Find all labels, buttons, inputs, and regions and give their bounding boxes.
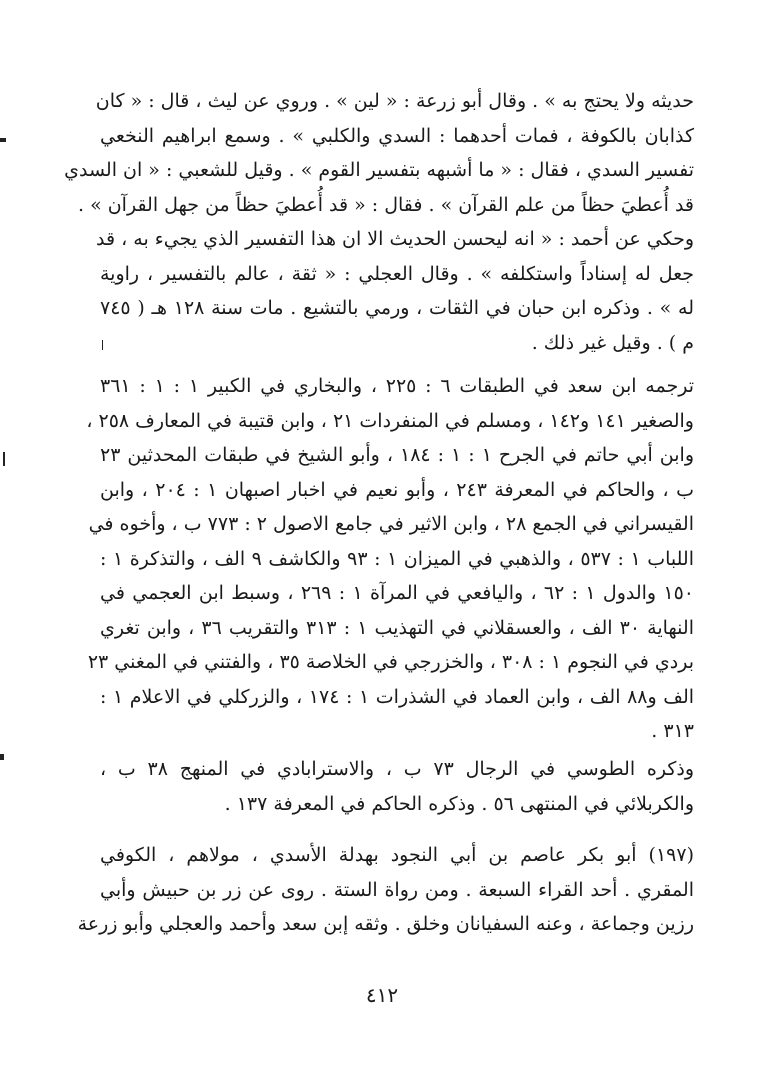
text-line: حديثه ولا يحتج به » . وقال أبو زرعة : « لين » . وروي عن ليث ، قال : « كان xyxy=(95,90,694,112)
text-line: رزين وجماعة ، وعنه السفيانان وخلق . وثقه إبن سعد وأحمد والعجلي وأبو زرعة xyxy=(77,913,694,935)
text-line: تفسير السدي ، فقال : « ما أشبهه بتفسير القوم » . وقيل للشعبي : « ان السدي xyxy=(64,159,694,181)
scan-mark xyxy=(3,452,5,466)
text-line: كذابان بالكوفة ، فمات أحدهما : السدي والكلبي » . وسمع ابراهيم النخعي xyxy=(100,124,694,147)
text-line: ترجمه ابن سعد في الطبقات ٦ : ٢٢٥ ، والبخاري في الكبير ١ : ١ : ٣٦١ xyxy=(100,375,694,397)
scan-mark xyxy=(102,340,103,350)
scan-mark xyxy=(0,138,6,142)
paragraph-sources xyxy=(86,369,695,749)
text-line: المقري . أحد القراء السبعة . ومن رواة الستة . روى عن زر بن حبيش وأبي xyxy=(100,878,694,901)
paragraph-biography-al-suddi xyxy=(64,84,694,360)
text-line: ١٥٠ والدول ١ : ٦٢ ، واليافعي في المرآة ١ : ٢٦٩ ، وسبط ابن العجمي في xyxy=(100,582,695,604)
text-line: قد أُعطيَ حظاً من علم القرآن » . فقال : « قد أُعطيَ حظاً من جهل القرآن » . xyxy=(77,193,694,216)
text-line: والكربلائي في المنتهى ٥٦ . وذكره الحاكم في المعرفة ١٣٧ . xyxy=(224,792,694,815)
paragraph-shia-sources xyxy=(100,752,694,821)
text-line: الف و٨٨ الف ، وابن العماد في الشذرات ١ : ١٧٤ ، والزركلي في الاعلام ١ : xyxy=(100,685,695,708)
scan-mark xyxy=(0,754,4,760)
page-number: ٤١٢ xyxy=(365,983,399,1007)
text-line: ٣١٣ . xyxy=(651,720,694,742)
text-line: م ) . وقيل غير ذلك . xyxy=(531,331,694,354)
text-line: له » . وذكره ابن حبان في الثقات ، ورمي بالتشيع . مات سنة ١٢٨ هـ ( ٧٤٥ xyxy=(100,297,694,319)
text-line: وابن أبي حاتم في الجرح ١ : ١ : ١٨٤ ، وأبو الشيخ في طبقات المحدثين ٢٣ xyxy=(100,444,695,466)
paragraph-entry-197 xyxy=(77,838,694,942)
text-line: القيسراني في الجمع ٢٨ ، وابن الاثير في جامع الاصول ٢ : ٧٧٣ ب ، وأخوه في xyxy=(88,513,694,535)
text-line: جعل له إسناداً واستكلفه » . وقال العجلي : « ثقة ، عالم بالتفسير ، راوية xyxy=(100,262,694,285)
text-line: النهاية ٣٠ الف ، والعسقلاني في التهذيب ١ : ٣١٣ والتقريب ٣٦ ، وابن تغري xyxy=(100,616,694,639)
text-line: بردي في النجوم ١ : ٣٠٨ ، والخزرجي في الخلاصة ٣٥ ، والفتني في المغني ٢٣ xyxy=(87,651,694,673)
text-line: اللباب ١ : ٥٣٧ ، والذهبي في الميزان ١ : ٩٣ والكاشف ٩ الف ، والتذكرة ١ : xyxy=(100,547,695,570)
text-line: ب ، والحاكم في المعرفة ٢٤٣ ، وأبو نعيم في اخبار اصبهان ١ : ٢٠٤ ، وابن xyxy=(100,478,695,501)
text-line: وحكي عن أحمد : « انه ليحسن الحديث الا ان هذا التفسير الذي يجيء به ، قد xyxy=(96,228,694,250)
text-line: (١٩٧) أبو بكر عاصم بن أبي النجود بهدلة الأسدي ، مولاهم ، الكوفي xyxy=(100,844,694,866)
text-line: وذكره الطوسي في الرجال ٧٣ ب ، والاسترابادي في المنهج ٣٨ ب ، xyxy=(100,758,694,780)
text-line: والصغير ١٤١ و١٤٢ ، ومسلم في المنفردات ٢١ ، وابن قتيبة في المعارف ٢٥٨ ، xyxy=(86,409,694,432)
